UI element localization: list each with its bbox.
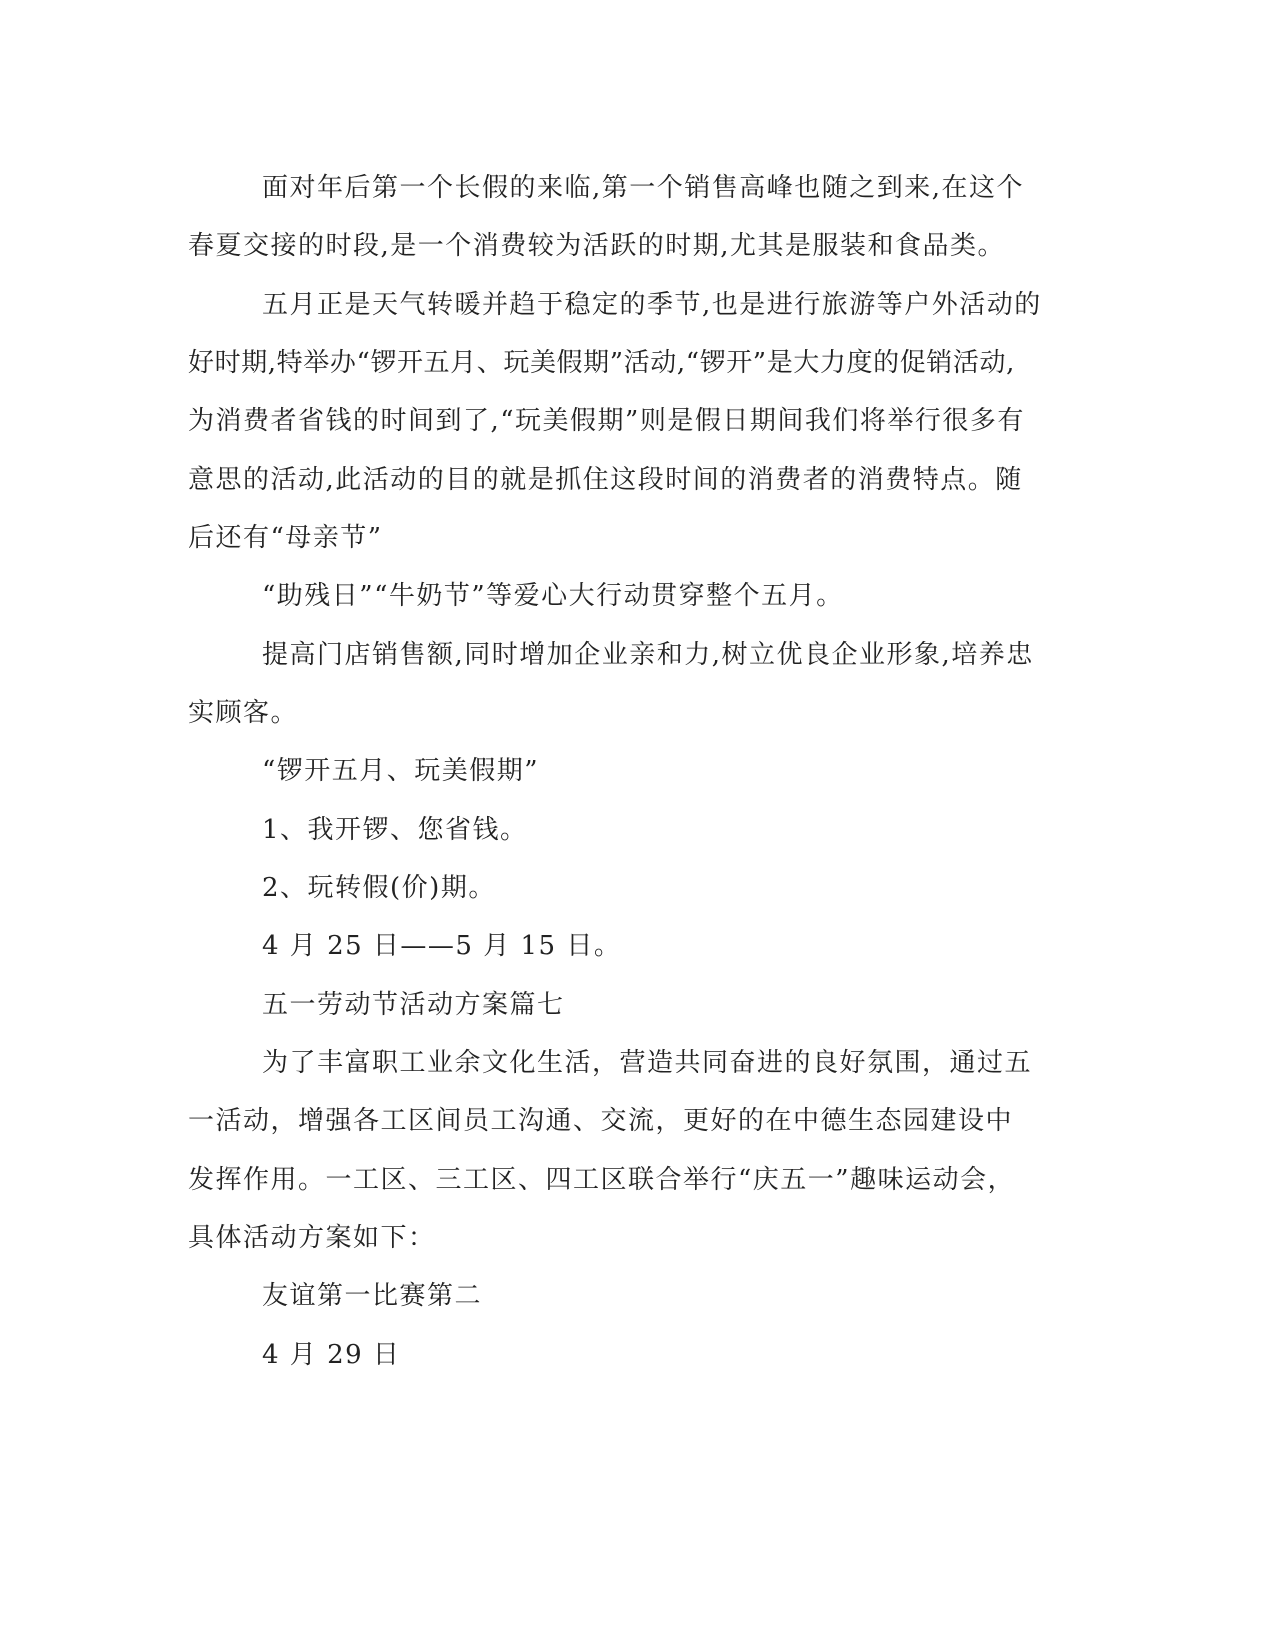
paragraph-line: 面对年后第一个长假的来临,第一个销售高峰也随之到来,在这个 [262, 173, 1025, 203]
paragraph-line: 意思的活动,此活动的目的就是抓住这段时间的消费者的消费特点。随 [188, 465, 1023, 495]
paragraph-line: 发挥作用。一工区、三工区、四工区联合举行“庆五一”趣味运动会， [188, 1165, 1016, 1195]
list-item: 1、我开锣、您省钱。 [262, 815, 528, 845]
paragraph-line: 为了丰富职工业余文化生活，营造共同奋进的良好氛围，通过五 [262, 1048, 1033, 1078]
paragraph-line: “锣开五月、玩美假期” [262, 756, 540, 786]
paragraph-line: 友谊第一比赛第二 [262, 1281, 483, 1311]
paragraph-line: 春夏交接的时段,是一个消费较为活跃的时期,尤其是服装和食品类。 [188, 231, 1006, 261]
paragraph-line: 具体活动方案如下： [188, 1223, 436, 1253]
paragraph-line: 五月正是天气转暖并趋于稳定的季节,也是进行旅游等户外活动的 [262, 290, 1042, 320]
section-heading: 五一劳动节活动方案篇七 [262, 990, 565, 1020]
paragraph-line: “助残日”“牛奶节”等爱心大行动贯穿整个五月。 [262, 581, 844, 611]
paragraph-line: 提高门店销售额,同时增加企业亲和力,树立优良企业形象,培养忠 [262, 640, 1034, 670]
date-line: 4 月 29 日 [262, 1340, 401, 1370]
date-range: 4 月 25 日——5 月 15 日。 [262, 931, 622, 961]
paragraph-line: 为消费者省钱的时间到了,“玩美假期”则是假日期间我们将举行很多有 [188, 406, 1025, 436]
paragraph-line: 实顾客。 [188, 698, 299, 728]
paragraph-line: 后还有“母亲节” [188, 523, 383, 553]
paragraph-line: 一活动，增强各工区间员工沟通、交流，更好的在中德生态园建设中 [188, 1106, 1014, 1136]
paragraph-line: 好时期,特举办“锣开五月、玩美假期”活动,“锣开”是大力度的促销活动, [188, 348, 1015, 378]
list-item: 2、玩转假(价)期。 [262, 873, 496, 903]
